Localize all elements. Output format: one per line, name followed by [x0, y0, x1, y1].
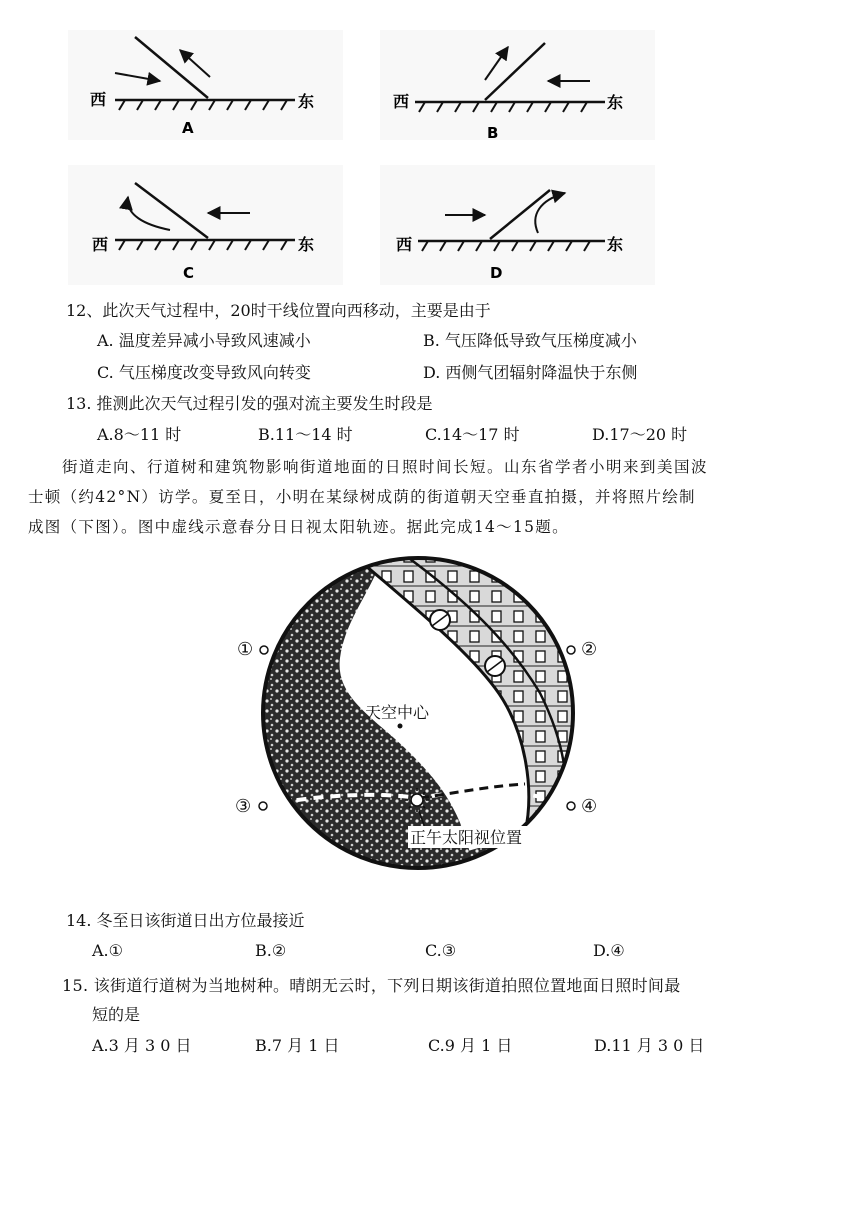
question-15-stem-line-2: 短的是 — [92, 1005, 141, 1024]
sky-center-label: 天空中心 — [365, 703, 430, 722]
marker-3: ③ — [235, 796, 252, 817]
q15-option-d[interactable]: D.11 月 3 0 日 — [594, 1036, 705, 1055]
east-label: 东 — [298, 235, 315, 254]
label-a: A — [182, 119, 194, 137]
passage-line-1: 街道走向、行道树和建筑物影响街道地面的日照时间长短。山东省学者小明来到美国波 — [62, 458, 709, 476]
q15-option-b[interactable]: B.7 月 1 日 — [255, 1036, 340, 1055]
q13-option-c[interactable]: C.14～17 时 — [425, 425, 520, 444]
east-label: 东 — [607, 235, 624, 254]
question-12-stem: 12、此次天气过程中，20时干线位置向西移动，主要是由于 — [66, 301, 491, 320]
passage-line-3: 成图（下图）。图中虚线示意春分日日视太阳轨迹。据此完成14～15题。 — [28, 518, 569, 536]
marker-4: ④ — [581, 796, 598, 817]
q15-option-c[interactable]: C.9 月 1 日 — [428, 1036, 513, 1055]
q15-option-a[interactable]: A.3 月 3 0 日 — [92, 1036, 192, 1055]
q14-option-b[interactable]: B.② — [255, 941, 287, 960]
q14-option-d[interactable]: D.④ — [593, 941, 625, 960]
west-label: 西 — [92, 235, 109, 254]
q12-option-d[interactable]: D. 西侧气团辐射降温快于东侧 — [423, 363, 638, 382]
noon-sun-label: 正午太阳视位置 — [410, 828, 523, 847]
label-b: B — [487, 124, 499, 142]
q13-option-b[interactable]: B.11～14 时 — [258, 425, 353, 444]
passage-line-2: 士顿（约42°N）访学。夏至日，小明在某绿树成荫的街道朝天空垂直拍摄，并将照片绘制 — [28, 488, 696, 506]
marker-1: ① — [237, 639, 254, 660]
q12-option-b[interactable]: B. 气压降低导致气压梯度减小 — [423, 331, 637, 350]
east-label: 东 — [298, 92, 315, 111]
west-label: 西 — [90, 90, 107, 109]
west-label: 西 — [396, 235, 413, 254]
label-c: C — [183, 264, 195, 282]
question-14-stem: 14. 冬至日该街道日出方位最接近 — [66, 911, 305, 930]
q14-option-a[interactable]: A.① — [92, 941, 123, 960]
q12-option-a[interactable]: A. 温度差异减小导致风速减小 — [97, 331, 311, 350]
marker-2: ② — [581, 639, 598, 660]
sky-center-dot — [398, 724, 403, 729]
question-13-stem: 13. 推测此次天气过程引发的强对流主要发生时段是 — [66, 394, 433, 413]
q12-option-c[interactable]: C. 气压梯度改变导致风向转变 — [97, 363, 311, 382]
street-fisheye-figure — [225, 548, 615, 878]
west-label: 西 — [393, 92, 410, 111]
question-15-stem-line-1: 15. 该街道行道树为当地树种。晴朗无云时，下列日期该街道拍照位置地面日照时间最 — [62, 976, 681, 995]
q13-option-a[interactable]: A.8～11 时 — [97, 425, 182, 444]
label-d: D — [490, 264, 503, 282]
east-label: 东 — [607, 93, 624, 112]
q14-option-c[interactable]: C.③ — [425, 941, 457, 960]
q13-option-d[interactable]: D.17～20 时 — [592, 425, 688, 444]
front-diagrams — [60, 25, 660, 290]
